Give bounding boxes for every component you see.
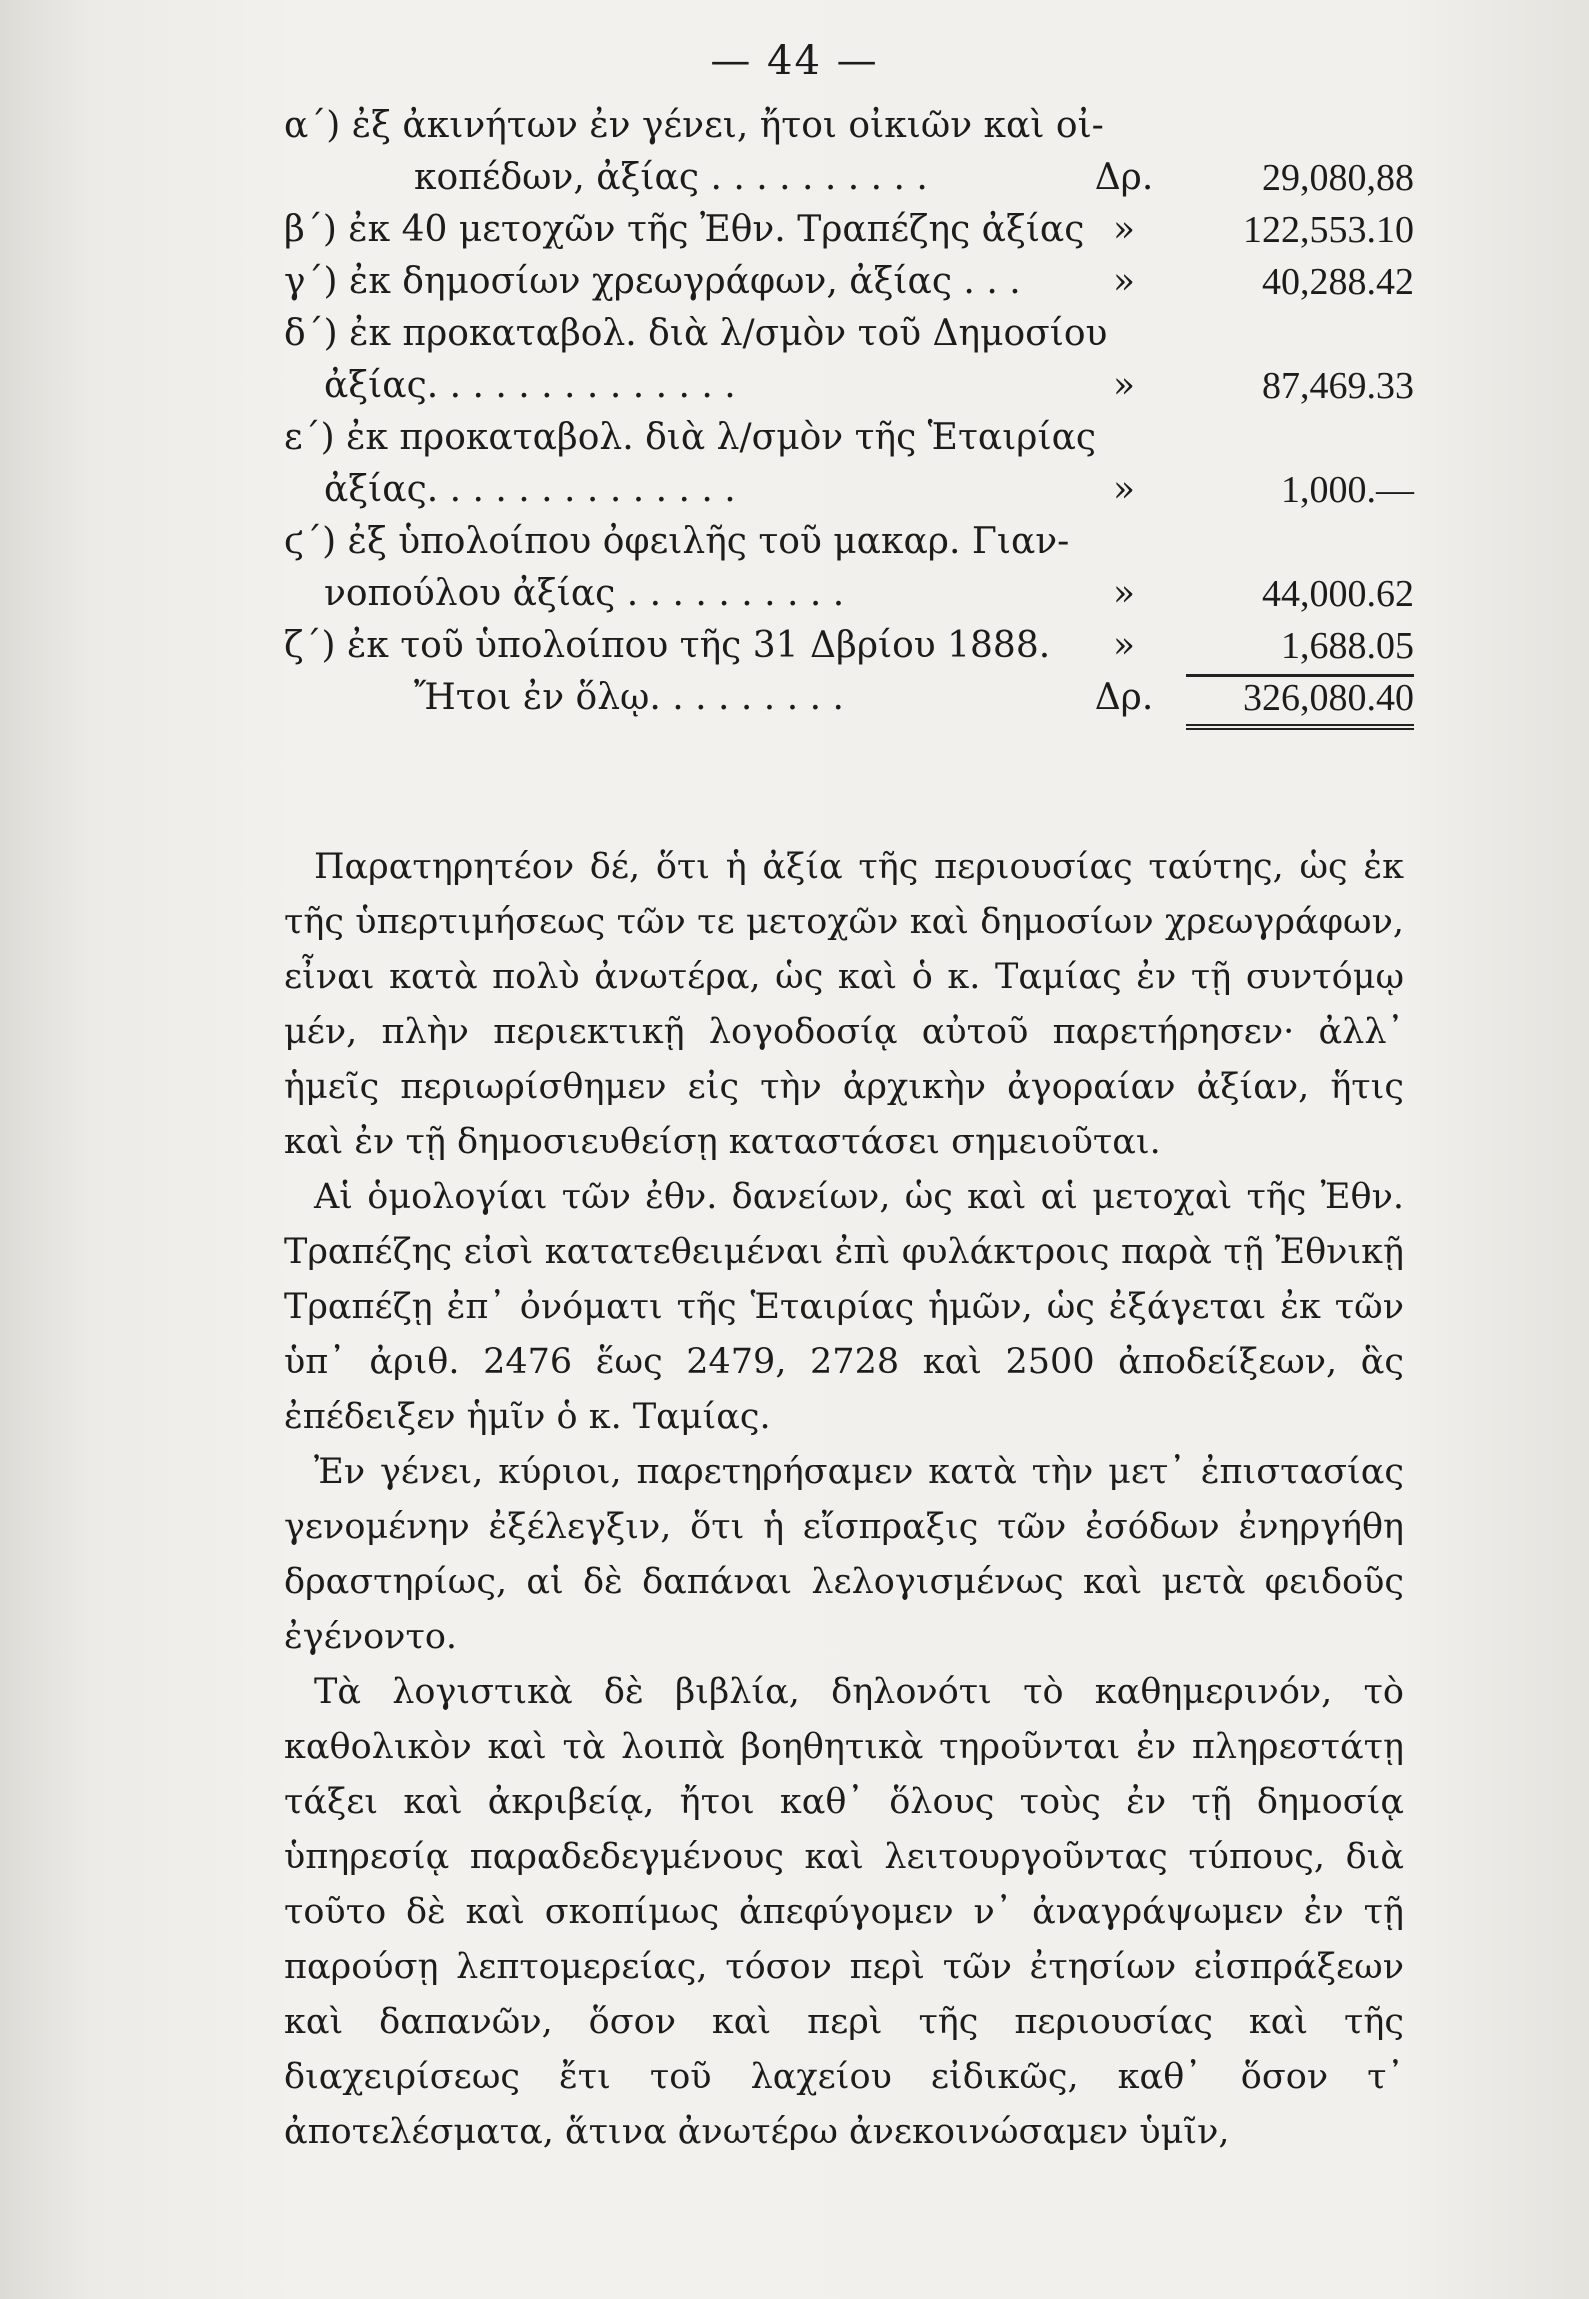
ledger-currency: » bbox=[1112, 625, 1136, 666]
ledger-line bbox=[284, 256, 1414, 308]
ledger-item-label: ε΄) ἐκ προκαταβολ. διὰ λ/σμὸν τῆς Ἑταιρίας bbox=[284, 417, 1097, 458]
ledger-amount: 1,688.05 bbox=[1281, 625, 1414, 667]
paragraph: Αἱ ὁμολογίαι τῶν ἐθν. δανείων, ὡς καὶ αἱ μετοχαὶ τῆς Ἐθν. Τραπέζης εἰσὶ κατατεθειμέναι ἐπὶ φυλάκτροις παρὰ τῇ Ἐθνικῇ Τραπέζῃ ἐπ᾽ ὀνόματι τῆς Ἑταιρίας ἡμῶν, ὡς ἐξάγεται ἐκ τῶν ὑπ᾽ ἀριθ. 2476 ἕως 2479, 2728 καὶ 2500 ἀποδείξεων, ἃς ἐπέδειξεν ἡμῖν ὁ κ. Ταμίας. bbox=[284, 1177, 1404, 1437]
total-double-rule bbox=[1186, 724, 1414, 730]
assets-ledger bbox=[284, 100, 1414, 724]
ledger-item-label: γ΄) ἐκ δημοσίων χρεωγράφων, ἀξίας . . . bbox=[284, 261, 1021, 302]
ledger-item-label: κοπέδων, ἀξίας . . . . . . . . . . bbox=[414, 157, 928, 198]
ledger-currency: » bbox=[1112, 469, 1136, 510]
ledger-currency: » bbox=[1112, 365, 1136, 406]
paragraph: Ἐν γένει, κύριοι, παρετηρήσαμεν κατὰ τὴν μετ᾽ ἐπιστασίας γενομένην ἐξέλεγξιν, ὅτι ἡ εἴσπραξις τῶν ἐσόδων ἐνηργήθη δραστηρίως, αἱ δὲ δαπάναι λελογισμένως καὶ μετὰ φειδοῦς ἐγένοντο. bbox=[284, 1452, 1404, 1657]
page-number: — 44 — bbox=[710, 38, 879, 84]
ledger-item-label: ϛ΄) ἐξ ὑπολοίπου ὀφειλῆς τοῦ μακαρ. Γιαν- bbox=[284, 521, 1070, 562]
paragraph: Τὰ λογιστικὰ δὲ βιβλία, δηλονότι τὸ καθημερινόν, τὸ καθολικὸν καὶ τὰ λοιπὰ βοηθητικὰ τηροῦνται ἐν πληρεστάτῃ τάξει καὶ ἀκριβείᾳ, ἤτοι καθ᾽ ὅλους τοὺς ἐν τῇ δημοσίᾳ ὑπηρεσίᾳ παραδεδεγμένους καὶ λειτουργοῦντας τύπους, διὰ τοῦτο δὲ καὶ σκοπίμως ἀπεφύγομεν ν᾽ ἀναγράψωμεν ἐν τῇ παρούσῃ λεπτομερείας, τόσον περὶ τῶν ἐτησίων εἰσπράξεων καὶ δαπανῶν, ὅσον καὶ περὶ τῆς περιουσίας καὶ τῆς διαχειρίσεως ἔτι τοῦ λαχείου εἰδικῶς, καθ᾽ ὅσον τ᾽ ἀποτελέσματα, ἅτινα ἀνωτέρω ἀνεκοινώσαμεν ὑμῖν, bbox=[284, 1672, 1404, 2152]
ledger-currency: » bbox=[1112, 573, 1136, 614]
ledger-line bbox=[284, 308, 1414, 360]
ledger-amount: 29,080,88 bbox=[1262, 157, 1414, 199]
ledger-amount: 122,553.10 bbox=[1243, 209, 1414, 251]
ledger-currency: » bbox=[1112, 209, 1136, 250]
body-text bbox=[284, 840, 1404, 2160]
ledger-item-label: α΄) ἐξ ἀκινήτων ἐν γένει, ἤτοι οἰκιῶν καὶ οἰ- bbox=[284, 105, 1104, 146]
ledger-line bbox=[284, 360, 1414, 412]
ledger-line bbox=[284, 464, 1414, 516]
ledger-line bbox=[284, 516, 1414, 568]
ledger-amount: 1,000.— bbox=[1281, 469, 1414, 511]
ledger-line bbox=[284, 620, 1414, 672]
ledger-item-label: νοπούλου ἀξίας . . . . . . . . . . bbox=[324, 573, 845, 614]
ledger-item-label: β΄) ἐκ 40 μετοχῶν τῆς Ἐθν. Τραπέζης ἀξίας bbox=[284, 209, 1085, 250]
ledger-item-label: ζ΄) ἐκ τοῦ ὑπολοίπου τῆς 31 Δβρίου 1888. bbox=[284, 625, 1051, 666]
ledger-amount: 44,000.62 bbox=[1262, 573, 1414, 615]
ledger-amount: 87,469.33 bbox=[1262, 365, 1414, 407]
ledger-total-amount: 326,080.40 bbox=[1243, 677, 1414, 719]
ledger-line bbox=[284, 100, 1414, 152]
ledger-line bbox=[284, 412, 1414, 464]
ledger-item-label: ἀξίας. . . . . . . . . . . . . . bbox=[324, 469, 736, 510]
ledger-currency: » bbox=[1112, 261, 1136, 302]
ledger-total-line bbox=[284, 672, 1414, 724]
ledger-total-label: Ἤτοι ἐν ὅλῳ. . . . . . . . . bbox=[414, 677, 844, 718]
ledger-item-label: ἀξίας. . . . . . . . . . . . . . bbox=[324, 365, 736, 406]
paragraph: Παρατηρητέον δέ, ὅτι ἡ ἀξία τῆς περιουσίας ταύτης, ὡς ἐκ τῆς ὑπερτιμήσεως τῶν τε μετοχῶν καὶ δημοσίων χρεωγράφων, εἶναι κατὰ πολὺ ἀνωτέρα, ὡς καὶ ὁ κ. Ταμίας ἐν τῇ συντόμῳ μέν, πλὴν περιεκτικῇ λογοδοσίᾳ αὐτοῦ παρετήρησεν· ἀλλ᾽ ἡμεῖς περιωρίσθημεν εἰς τὴν ἀρχικὴν ἀγοραίαν ἀξίαν, ἥτις καὶ ἐν τῇ δημοσιευθείσῃ καταστάσει σημειοῦται. bbox=[284, 847, 1404, 1162]
ledger-line bbox=[284, 568, 1414, 620]
ledger-line bbox=[284, 152, 1414, 204]
ledger-item-label: δ΄) ἐκ προκαταβολ. διὰ λ/σμὸν τοῦ Δημοσίου bbox=[284, 313, 1108, 354]
ledger-currency: Δρ. bbox=[1094, 677, 1154, 718]
ledger-line bbox=[284, 204, 1414, 256]
ledger-currency: Δρ. bbox=[1094, 157, 1154, 198]
ledger-amount: 40,288.42 bbox=[1262, 261, 1414, 303]
